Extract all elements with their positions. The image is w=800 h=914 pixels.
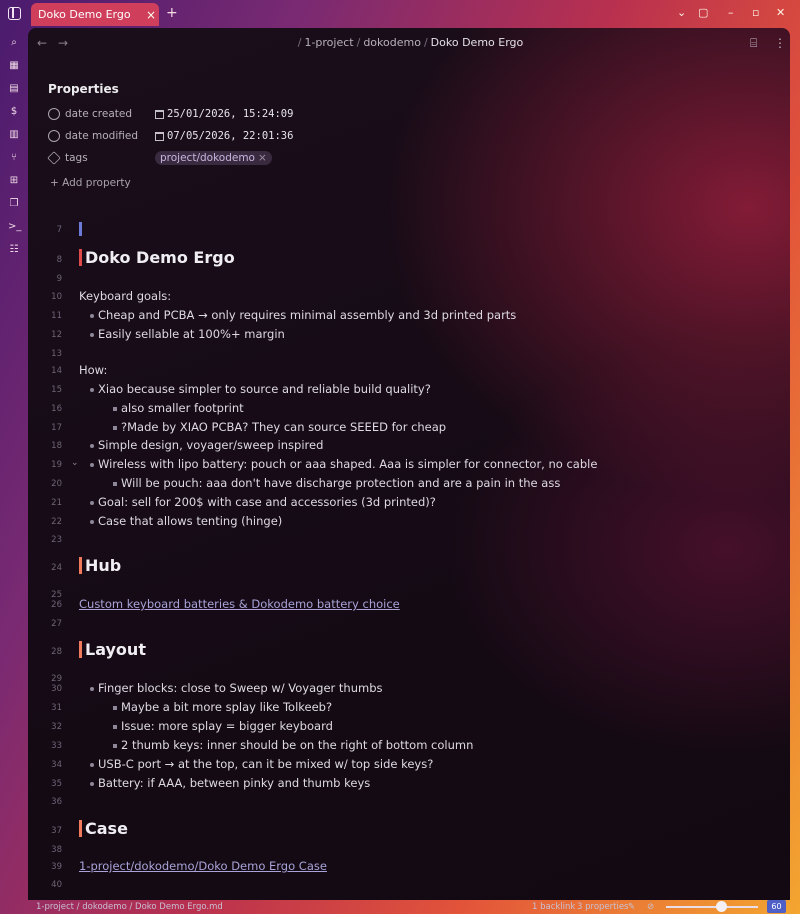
editor-line[interactable]: [28, 493, 788, 512]
line-number: 29: [51, 674, 62, 684]
bullet-icon: [90, 501, 94, 505]
line-number: 24: [51, 563, 62, 573]
line-number: 32: [51, 722, 62, 732]
add-property-button[interactable]: + Add property: [50, 177, 131, 189]
editor-line[interactable]: [28, 614, 788, 633]
clock-icon: [48, 130, 60, 142]
bullet-icon: [113, 744, 117, 748]
property-key[interactable]: date created: [65, 108, 133, 120]
editor-line[interactable]: [28, 792, 788, 811]
editor-line[interactable]: [28, 306, 788, 325]
tag-icon: [47, 151, 61, 165]
search-icon[interactable]: ⌕: [11, 37, 17, 48]
line-number: 19: [51, 460, 62, 470]
line-number: 25: [51, 590, 62, 600]
bullet-icon: [90, 333, 94, 337]
status-properties[interactable]: 3 properties: [577, 902, 629, 912]
breadcrumb-1-project[interactable]: 1-project: [304, 36, 354, 49]
tab-close-icon[interactable]: ×: [145, 7, 157, 22]
status-backlinks[interactable]: 1 backlink: [532, 902, 576, 912]
zoom-level-badge[interactable]: 60: [767, 900, 786, 913]
sync-icon[interactable]: ⊘: [647, 902, 655, 912]
bullet-icon: [90, 782, 94, 786]
line-number: 14: [51, 366, 62, 376]
line-number: 16: [51, 404, 62, 414]
list-item-text: Will be pouch: aaa don't have discharge protection and are a pain in the ass: [121, 476, 561, 490]
zoom-slider-track[interactable]: [666, 906, 758, 908]
editor-line[interactable]: [28, 325, 788, 344]
back-arrow-icon[interactable]: ←: [37, 36, 48, 50]
bullet-icon: [90, 314, 94, 318]
tag-pill[interactable]: [155, 151, 272, 165]
text-cursor: [79, 222, 82, 236]
editor-line[interactable]: [28, 736, 788, 755]
date-created-value[interactable]: 25/01/2026, 15:24:09: [167, 108, 294, 120]
editor-line[interactable]: [28, 220, 788, 239]
editor-line[interactable]: [28, 755, 788, 774]
breadcrumb-separator: /: [297, 36, 302, 49]
status-bar: [0, 900, 800, 914]
editor-line[interactable]: [28, 380, 788, 399]
list-item-text: Maybe a bit more splay like Tolkeeb?: [121, 700, 333, 714]
more-options-icon[interactable]: ⋮: [774, 36, 786, 50]
line-number: 15: [51, 385, 62, 395]
line-text: How:: [79, 363, 108, 377]
line-number: 40: [51, 880, 62, 890]
line-number: 35: [51, 779, 62, 789]
editor-line[interactable]: [28, 436, 788, 455]
editor-line[interactable]: [28, 269, 788, 288]
line-number: 12: [51, 330, 62, 340]
line-number: 20: [51, 479, 62, 489]
tab-bar: [0, 0, 800, 28]
property-date-created[interactable]: [48, 105, 293, 123]
line-number: 30: [51, 684, 62, 694]
editor-line[interactable]: [28, 774, 788, 793]
editor-line[interactable]: [28, 875, 788, 894]
line-number: 39: [51, 862, 62, 872]
property-value[interactable]: [155, 108, 293, 120]
bullet-icon: [90, 463, 94, 467]
calendar-icon: [155, 132, 164, 141]
line-number: 37: [51, 826, 62, 836]
editor-line[interactable]: [28, 250, 788, 269]
line-number: 27: [51, 619, 62, 629]
bullet-icon: [113, 482, 117, 486]
heading-text: Layout: [79, 640, 146, 659]
list-item-text: Goal: sell for 200$ with case and accessories (3d printed)?: [98, 495, 436, 509]
tag-remove-icon[interactable]: ×: [257, 152, 267, 164]
editor-line[interactable]: [28, 287, 788, 306]
close-window-icon[interactable]: ✕: [776, 6, 786, 19]
list-item-text: Issue: more splay = bigger keyboard: [121, 719, 333, 733]
line-number: 7: [56, 225, 62, 235]
editor-line[interactable]: [28, 857, 788, 876]
line-number: 10: [51, 292, 62, 302]
line-number: 13: [51, 349, 62, 359]
tab-title: Doko Demo Ergo: [38, 8, 131, 21]
editor-line[interactable]: [28, 361, 788, 380]
property-value[interactable]: [155, 130, 293, 142]
bullet-icon: [113, 407, 117, 411]
editor-line[interactable]: [28, 595, 788, 614]
list-item-text: Wireless with lipo battery: pouch or aaa shaped. Aaa is simpler for connector, no cable: [98, 457, 598, 471]
editor-line[interactable]: [28, 717, 788, 736]
line-number: 17: [51, 423, 62, 433]
editor-line[interactable]: [28, 530, 788, 549]
line-number: 33: [51, 741, 62, 751]
breadcrumb-separator: /: [423, 36, 428, 49]
zoom-slider-handle[interactable]: [716, 901, 727, 912]
date-modified-value[interactable]: 07/05/2026, 22:01:36: [167, 130, 294, 142]
layout-list-icon[interactable]: ☷: [9, 244, 19, 255]
bullet-icon: [90, 388, 94, 392]
reading-view-icon[interactable]: ⌸: [750, 36, 758, 50]
list-item-text: ?Made by XIAO PCBA? They can source SEEED for cheap: [121, 420, 447, 434]
left-ribbon: [0, 28, 28, 914]
editor-line[interactable]: [28, 558, 788, 577]
editor-pane: [28, 28, 790, 900]
breadcrumb-separator: /: [356, 36, 361, 49]
editor-line[interactable]: [28, 821, 788, 840]
line-number: 18: [51, 441, 62, 451]
list-item-text: Case that allows tenting (hinge): [98, 514, 283, 528]
bullet-icon: [113, 426, 117, 430]
list-item-text: USB-C port → at the top, can it be mixed w/ top side keys?: [98, 757, 434, 771]
line-number: 22: [51, 517, 62, 527]
bullet-icon: [90, 444, 94, 448]
new-tab-icon[interactable]: +: [166, 5, 178, 21]
line-number: 31: [51, 703, 62, 713]
heading-text: Doko Demo Ergo: [79, 248, 235, 267]
line-number: 8: [56, 255, 62, 265]
property-key[interactable]: date modified: [65, 130, 138, 142]
bullet-icon: [90, 687, 94, 691]
sidebar-toggle-icon[interactable]: [8, 7, 21, 20]
maximize-icon[interactable]: ▫: [752, 6, 760, 19]
internal-link[interactable]: Custom keyboard batteries & Dokodemo battery choice: [79, 597, 400, 611]
bullet-icon: [113, 706, 117, 710]
status-file-path[interactable]: 1-project / dokodemo / Doko Demo Ergo.md: [36, 902, 223, 912]
line-number: 21: [51, 498, 62, 508]
terminal-icon[interactable]: >_: [8, 221, 22, 232]
list-item-text: Cheap and PCBA → only requires minimal assembly and 3d printed parts: [98, 308, 517, 322]
property-key[interactable]: tags: [65, 152, 88, 164]
tab-list-chevron-icon[interactable]: ⌄: [677, 6, 687, 19]
edit-mode-icon[interactable]: ✎: [628, 902, 636, 912]
properties-heading: Properties: [48, 82, 119, 96]
list-item-text: Easily sellable at 100%+ margin: [98, 327, 285, 341]
line-number: 38: [51, 845, 62, 855]
bullet-icon: [113, 725, 117, 729]
property-date-modified[interactable]: [48, 127, 293, 145]
heading-text: Hub: [79, 556, 121, 575]
list-item-text: 2 thumb keys: inner should be on the right of bottom column: [121, 738, 474, 752]
dollar-icon[interactable]: $: [10, 106, 18, 117]
list-item-text: also smaller footprint: [121, 401, 244, 415]
editor-line[interactable]: [28, 698, 788, 717]
editor-line[interactable]: [28, 679, 788, 698]
list-item-text: Simple design, voyager/sweep inspired: [98, 438, 324, 452]
editor-line[interactable]: [28, 474, 788, 493]
tag-label[interactable]: project/dokodemo: [160, 152, 255, 164]
fold-chevron-icon[interactable]: ⌄: [71, 458, 79, 468]
editor-line[interactable]: [28, 399, 788, 418]
calendar-icon: [155, 110, 164, 119]
line-number: 9: [56, 274, 62, 284]
line-number: 36: [51, 797, 62, 807]
bullet-icon: [90, 763, 94, 767]
graph-icon[interactable]: ⑂: [11, 152, 17, 163]
minimize-icon[interactable]: –: [728, 6, 734, 19]
breadcrumb: [28, 36, 790, 49]
tab-doko-demo-ergo[interactable]: [31, 3, 159, 26]
line-text: Keyboard goals:: [79, 289, 172, 303]
list-item-text: Battery: if AAA, between pinky and thumb keys: [98, 776, 371, 790]
table-icon[interactable]: ▦: [9, 60, 19, 71]
line-number: 26: [51, 600, 62, 610]
list-item-text: Finger blocks: close to Sweep w/ Voyager thumbs: [98, 681, 383, 695]
editor-line[interactable]: [28, 455, 788, 474]
grid-icon[interactable]: ⊞: [9, 175, 19, 186]
line-number: 34: [51, 760, 62, 770]
forward-arrow-icon[interactable]: →: [58, 36, 69, 50]
editor-line[interactable]: [28, 512, 788, 531]
editor-line[interactable]: [28, 642, 788, 661]
file-icon[interactable]: ▤: [9, 83, 19, 94]
list-item-text: Xiao because simpler to source and reliable build quality?: [98, 382, 431, 396]
line-number: 11: [51, 311, 62, 321]
property-tags[interactable]: [48, 149, 272, 167]
breadcrumb-dokodemo[interactable]: dokodemo: [363, 36, 421, 49]
document-icon[interactable]: ▥: [9, 129, 19, 140]
breadcrumb-current[interactable]: Doko Demo Ergo: [430, 36, 524, 49]
heading-text: Case: [79, 819, 128, 838]
editor-line[interactable]: [28, 418, 788, 437]
copy-icon[interactable]: ❐: [9, 198, 19, 209]
line-number: 28: [51, 647, 62, 657]
bullet-icon: [90, 520, 94, 524]
clock-icon: [48, 108, 60, 120]
line-number: 23: [51, 535, 62, 545]
layout-icon[interactable]: ▢: [698, 6, 709, 19]
internal-link[interactable]: 1-project/dokodemo/Doko Demo Ergo Case: [79, 859, 327, 873]
